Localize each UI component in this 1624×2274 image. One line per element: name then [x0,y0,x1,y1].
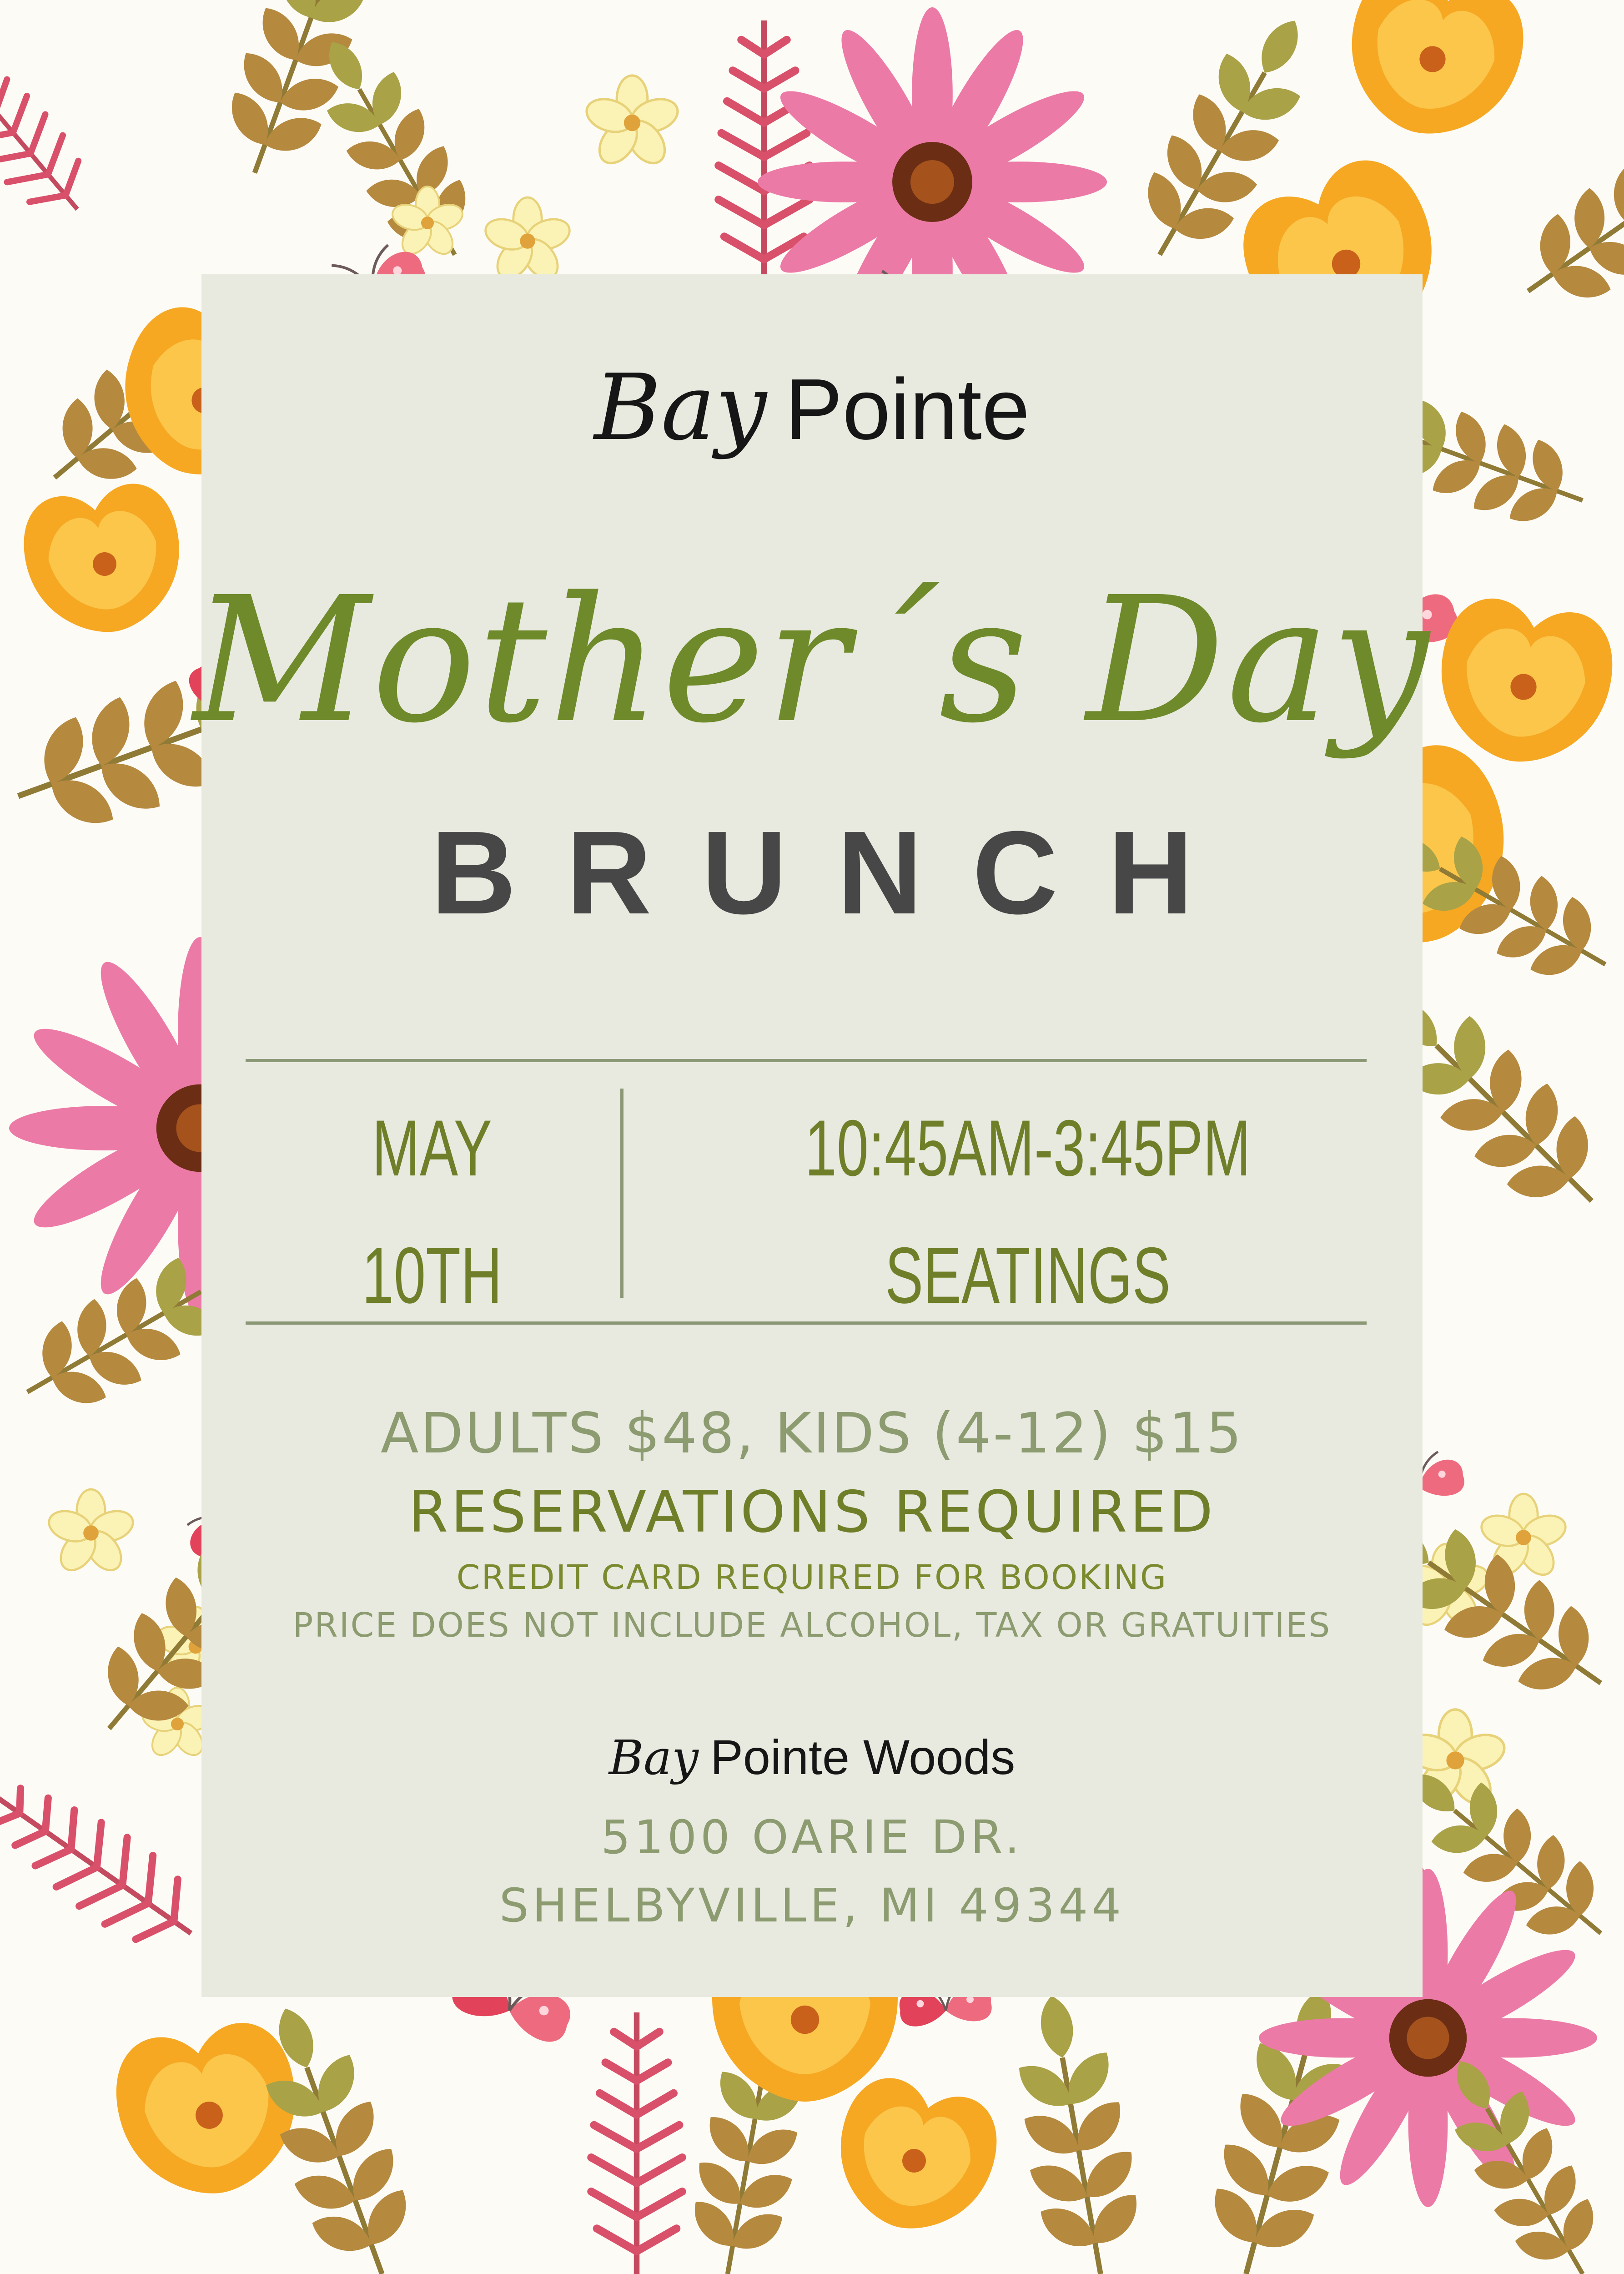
event-time [772,1085,1283,1340]
event-subtitle: BRUNCH [431,807,1243,939]
venue-logo [0,1729,1624,1786]
brand-logo [0,355,1624,461]
orange-poppy-icon [822,2068,1008,2246]
date-day: 10TH [362,1231,503,1320]
address-street: 5100 OARIE DR. [601,1810,1023,1865]
red-plume-icon [591,2012,682,2274]
yellow-blossom-icon [583,76,682,170]
orange-poppy-icon [1331,0,1536,154]
venue-script: Bay [608,1730,699,1785]
event-title: Mother´s Day [193,560,1431,761]
venue-name: Pointe Woods [710,1729,1016,1785]
credit-card-note: CREDIT CARD REQUIRED FOR BOOKING [456,1558,1168,1597]
time-label: SEATINGS [885,1231,1171,1320]
address-city: SHELBYVILLE, MI 49344 [499,1879,1125,1933]
reservations-text: RESERVATIONS REQUIRED [408,1478,1216,1545]
red-plume-icon [719,20,809,282]
top-divider [246,1059,1367,1062]
vertical-divider [620,1089,623,1298]
price-note: PRICE DOES NOT INCLUDE ALCOHOL, TAX OR GRATUITIES [292,1606,1332,1645]
event-date [331,1085,533,1340]
orange-poppy-icon [107,2015,311,2208]
red-plume-icon [0,25,105,232]
brand-script: Bay [594,355,767,461]
leafy-branch-icon [1495,89,1624,338]
yellow-blossom-icon [482,197,573,285]
date-month: MAY [372,1104,492,1193]
leafy-branch-icon [992,1985,1160,2274]
brand-name: Pointe [784,361,1030,458]
pricing-text: ADULTS $48, KIDS (4-12) $15 [381,1401,1243,1466]
time-range: 10:45AM-3:45PM [804,1104,1251,1193]
